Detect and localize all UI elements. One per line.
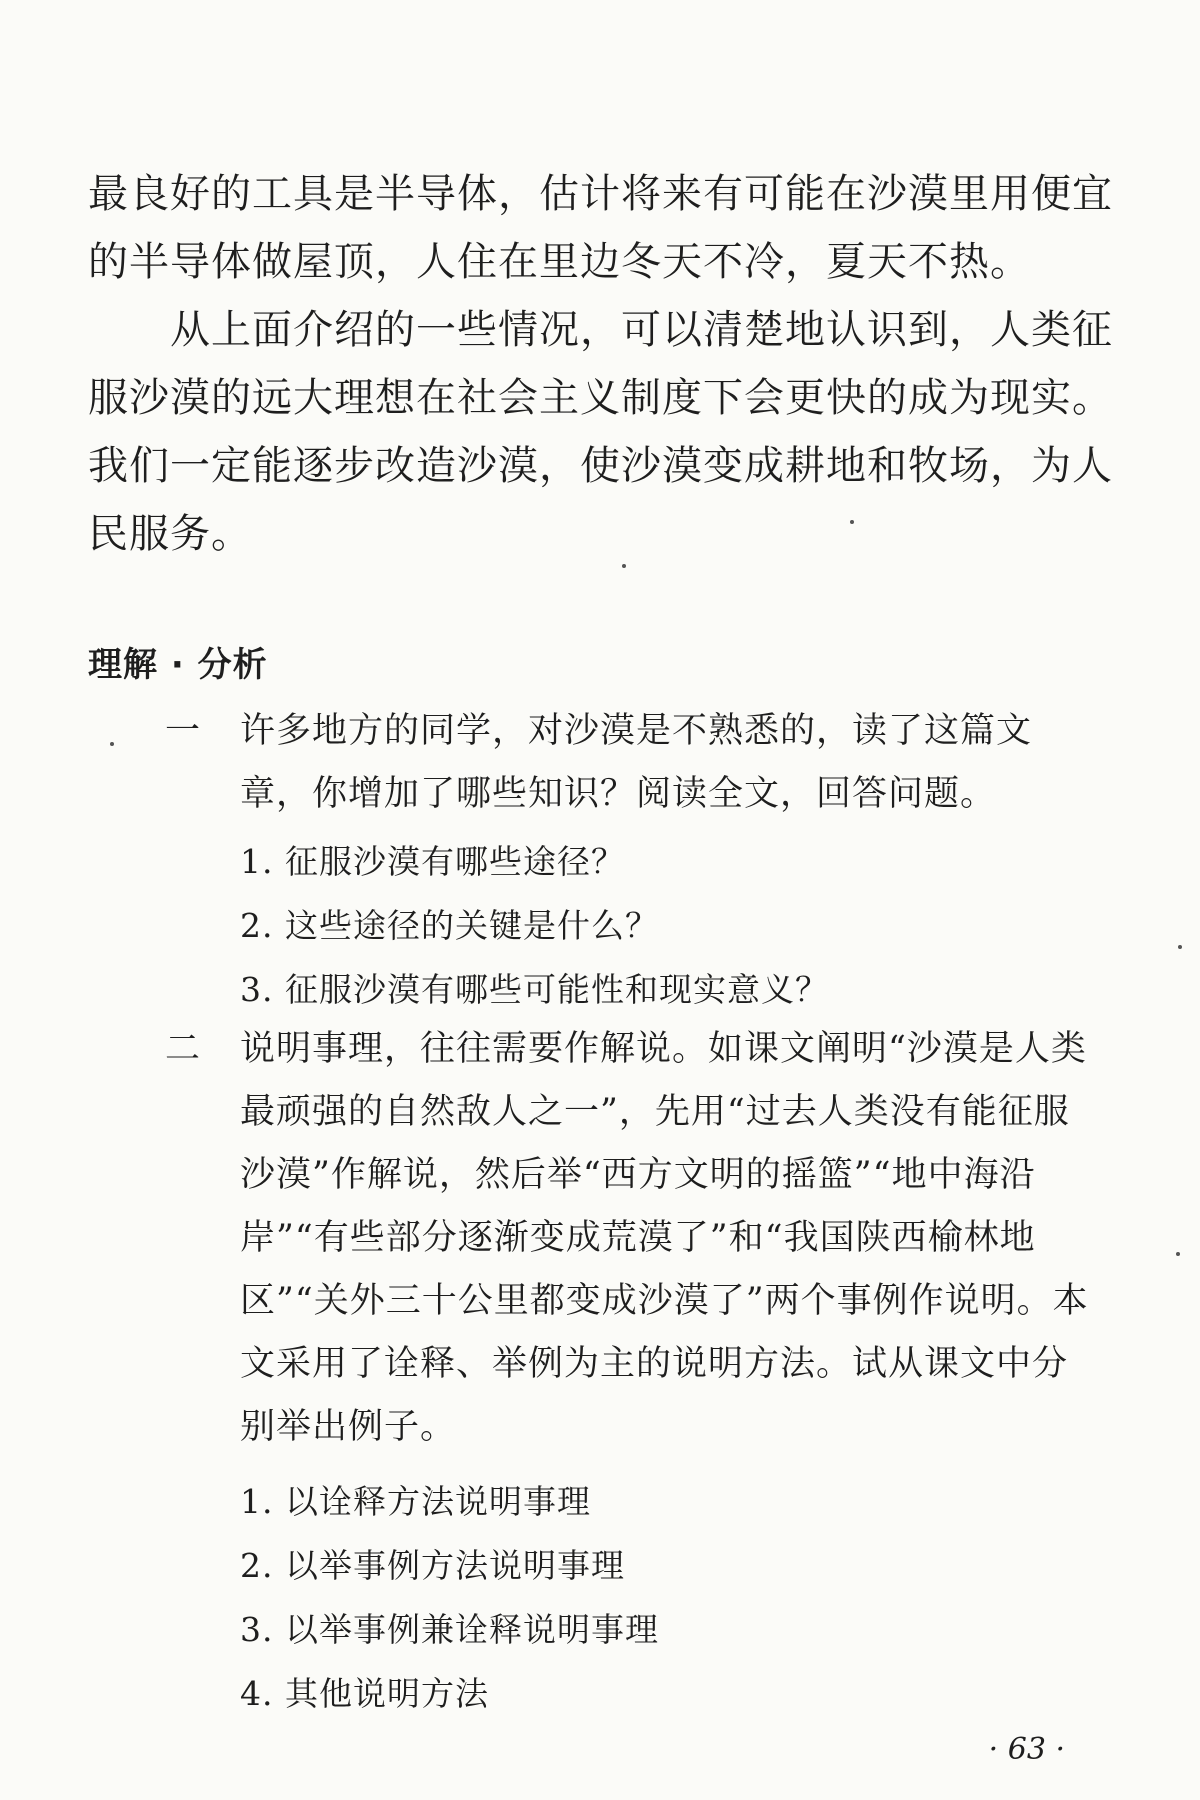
- question-2-item-4: 4. 其他说明方法: [240, 1674, 489, 1713]
- intro-text: [88, 160, 1113, 568]
- page-number: · 63 ·: [988, 1732, 1065, 1767]
- question-2-item-1: 1. 以诠释方法说明事理: [240, 1482, 591, 1521]
- scan-speck: [1178, 945, 1182, 949]
- question-1-item-3: 3. 征服沙漠有哪些可能性和现实意义？: [240, 970, 829, 1009]
- question-2-item-3: 3. 以举事例兼诠释说明事理: [240, 1610, 659, 1649]
- question-1-text: 许多地方的同学，对沙漠是不熟悉的，读了这篇文章，你增加了哪些知识？阅读全文，回答问题。: [240, 711, 1033, 814]
- section-title: 理解 · 分析: [88, 645, 268, 685]
- question-1-item-2: 2. 这些途径的关键是什么？: [240, 906, 659, 945]
- question-1-item-1: 1. 征服沙漠有哪些途径？: [240, 842, 625, 881]
- scan-speck: [110, 742, 114, 746]
- intro-paragraph-1: 最良好的工具是半导体，估计将来有可能在沙漠里用便宜的半导体做屋顶，人住在里边冬天不冷，夏天不热。: [88, 171, 1113, 285]
- question-1-items: [240, 830, 829, 1022]
- question-2-items: [240, 1470, 659, 1726]
- question-1-number: 一: [165, 711, 202, 751]
- question-2-number: 二: [165, 1029, 202, 1069]
- intro-paragraph-2: 从上面介绍的一些情况，可以清楚地认识到，人类征服沙漠的远大理想在社会主义制度下会更快的成为现实。我们一定能逐步改造沙漠，使沙漠变成耕地和牧场，为人民服务。: [88, 307, 1113, 557]
- scan-speck: [622, 564, 626, 568]
- question-2-item-2: 2. 以举事例方法说明事理: [240, 1546, 625, 1585]
- scan-speck: [1176, 1252, 1180, 1256]
- scan-speck: [850, 520, 854, 524]
- question-2-text: 说明事理，往往需要作解说。如课文阐明“沙漠是人类最顽强的自然敌人之一”，先用“过去人类没有能征服沙漠”作解说，然后举“西方文明的摇篮”“地中海沿岸”“有些部分逐渐变成荒漠了”和“我国陕西榆林地区”“关外三十公里都变成沙漠了”两个事例作说明。本文采用了诠释、举例为主的说明方法。试从课文中分别举出例子。: [240, 1029, 1089, 1447]
